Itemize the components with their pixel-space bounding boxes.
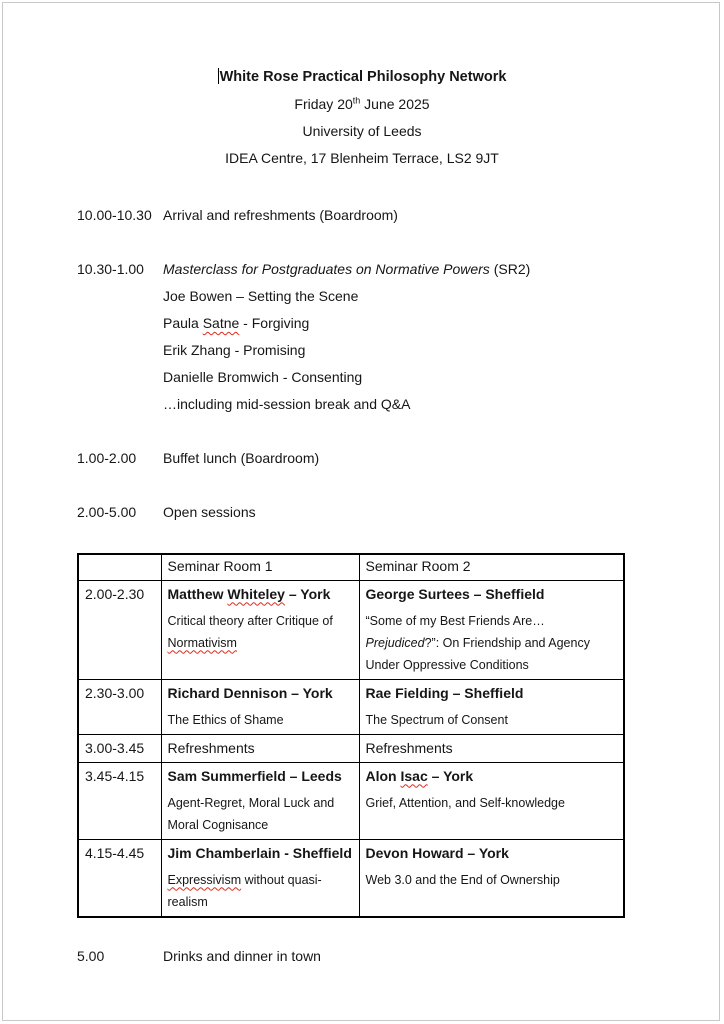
talk-title: Grief, Attention, and Self-knowledge [365,795,565,810]
speaker-name: Jim Chamberlain - Sheffield [167,844,352,861]
event-date: Friday 20th June 2025 [294,95,430,112]
document-content [77,64,647,970]
session-time: 3.00-3.45 [78,734,161,762]
slot-description: Arrival and refreshments (Boardroom) [163,207,398,223]
session-cell [359,679,624,734]
misspelled-word: Isac [400,767,428,784]
speaker-name: Devon Howard – York [365,844,509,861]
talk-title: Critical theory after Critique of Normativism [167,613,333,650]
title-text: White Rose Practical Philosophy Network [219,69,507,85]
date-ordinal: th [352,95,361,106]
masterclass-title: Masterclass for Postgraduates on Normative Powers (SR2) [163,261,531,277]
speaker-name: Sam Summerfield – Leeds [167,767,342,784]
time-slot: 1.00-2.00 [77,450,137,466]
table-row [78,580,624,679]
header-cell-room1: Seminar Room 1 [161,554,359,580]
misspelled-word: Expressivism [167,872,242,887]
talk-title: The Ethics of Shame [167,712,284,727]
misspelled-word: Whiteley [227,585,285,602]
masterclass-speaker: Danielle Bromwich - Consenting [163,369,363,385]
session-cell: Refreshments [359,734,624,762]
speaker-name: Rae Fielding – Sheffield [365,684,524,701]
schedule-item-masterclass [77,256,647,418]
speaker-name: George Surtees – Sheffield [365,585,545,602]
talk-title: Agent-Regret, Moral Luck and Moral Cognisance [167,795,335,832]
slot-description: Drinks and dinner in town [163,947,321,964]
table-row [78,679,624,734]
talk-title: Web 3.0 and the End of Ownership [365,872,560,887]
session-time: 4.15-4.45 [78,839,161,917]
misspelled-word: Satne [202,315,240,331]
masterclass-speaker: Erik Zhang - Promising [163,342,306,358]
time-slot: 10.00-10.30 [77,207,152,223]
talk-title: Expressivism without quasi-realism [167,872,322,909]
misspelled-word: Normativism [167,635,237,650]
header-cell-empty [78,554,161,580]
time-slot: 5.00 [77,947,105,964]
document-header [77,64,647,172]
speaker-name: Matthew Whiteley – York [167,585,331,602]
page-title [77,64,647,91]
session-time: 3.45-4.15 [78,762,161,839]
table-row [78,762,624,839]
session-cell [359,580,624,679]
schedule-item-arrival [77,202,647,229]
table-header-row [78,554,624,580]
sessions-table [77,553,625,918]
slot-description [163,256,647,418]
session-cell [161,580,359,679]
time-slot: 10.30-1.00 [77,261,144,277]
session-cell [359,839,624,917]
masterclass-speaker: Joe Bowen – Setting the Scene [163,288,359,304]
header-cell-room2: Seminar Room 2 [359,554,624,580]
table-row [78,734,624,762]
text-cursor-caret [218,68,219,84]
time-slot: 2.00-5.00 [77,504,137,520]
session-cell [359,762,624,839]
session-cell [161,762,359,839]
talk-title: “Some of my Best Friends Are…Prejudiced?”: On Friendship and Agency Under Oppressive Conditions [365,613,590,672]
event-venue: IDEA Centre, 17 Blenheim Terrace, LS2 9JT [225,150,499,166]
speaker-name: Richard Dennison – York [167,684,333,701]
slot-description: Open sessions [163,504,256,520]
schedule-item-dinner [77,943,647,970]
session-time: 2.00-2.30 [78,580,161,679]
event-university: University of Leeds [302,123,422,139]
slot-description: Buffet lunch (Boardroom) [163,450,320,466]
schedule-item-lunch [77,445,647,472]
schedule-item-open-sessions [77,499,647,526]
session-time: 2.30-3.00 [78,679,161,734]
talk-title: The Spectrum of Consent [365,712,508,727]
masterclass-note: …including mid-session break and Q&A [163,396,411,412]
table-row [78,839,624,917]
masterclass-speaker: Paula Satne - Forgiving [163,315,310,331]
speaker-name: Alon Isac – York [365,767,474,784]
session-cell: Refreshments [161,734,359,762]
session-cell [161,679,359,734]
session-cell [161,839,359,917]
